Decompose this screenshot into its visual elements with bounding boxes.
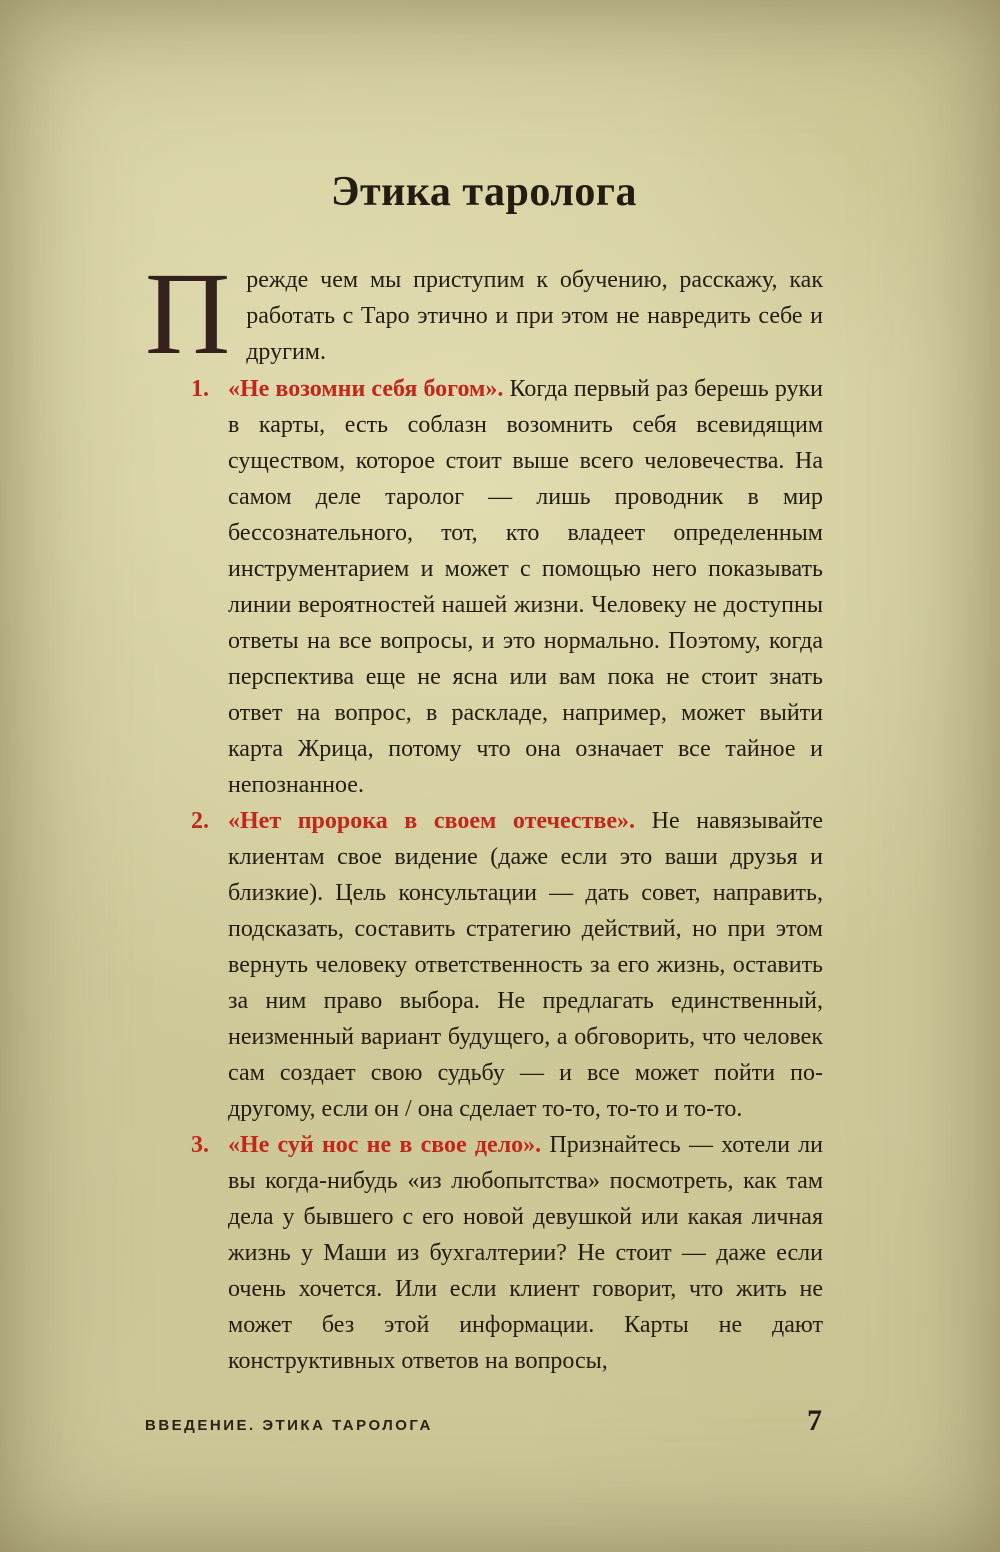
- page-title: Этика таролога: [331, 169, 637, 215]
- intro-paragraph: [145, 248, 823, 379]
- rules-list: [145, 371, 823, 1379]
- running-header: ВВЕДЕНИЕ. ЭТИКА ТАРОЛОГА: [145, 1417, 433, 1434]
- page-number: 7: [807, 1404, 822, 1437]
- page-footer: [145, 1404, 822, 1438]
- rule-text: Не навязывайте клиентам свое видение (даже если это ваши друзья и близкие). Цель консультации — дать совет, направить, подсказать, составить стратегию действий, но при этом вернуть человеку ответственность за его жизнь, оставить за ним право выбора. Не предлагать единственный, неизменный вариант будущего, а обговорить, что человек сам создает свою судьбу — и все может пойти по-другому, если он / она сделает то-то, то-то и то-то.: [228, 808, 824, 1122]
- rule-lead: «Не суй нос не в свое дело».: [228, 1132, 542, 1158]
- intro-text: режде чем мы приступим к обучению, расскажу, как работать с Таро этично и при этом не навредить себе и другим.: [246, 267, 823, 365]
- drop-cap: П: [145, 248, 231, 379]
- rule-number: 3.: [191, 1132, 209, 1158]
- rule-number: 1.: [191, 376, 209, 402]
- rule-text: Когда первый раз берешь руки в карты, есть соблазн возомнить себя всевидящим существом, которое стоит выше всего человечества. На самом деле таролог — лишь проводник в мир бессознательного, тот, кто владеет определенным инструментарием и может с помощью него показывать линии вероятностей нашей жизни. Человеку не доступны ответы на все вопросы, и это нормально. Поэтому, когда перспектива еще не ясна или вам пока не стоит знать ответ на вопрос, в раскладе, например, может выйти карта Жрица, потому что она означает все тайное и непознанное.: [228, 376, 824, 798]
- rule-lead: «Не возомни себя богом».: [228, 376, 504, 402]
- rule-number: 2.: [191, 808, 209, 834]
- rule-item: [145, 371, 823, 803]
- rule-text: Признайтесь — хотели ли вы когда-нибудь «из любопытства» посмотреть, как там дела у бывшего с его новой девушкой или какая личная жизнь у Маши из бухгалтерии? Не стоит — даже если очень хочется. Или если клиент говорит, что жить не может без этой информации. Карты не дают конструктивных ответов на вопросы,: [228, 1132, 823, 1374]
- page-content: [145, 168, 823, 1379]
- rule-item: [145, 803, 823, 1127]
- rule-item: [145, 1127, 823, 1379]
- rule-lead: «Нет пророка в своем отечестве».: [228, 808, 635, 834]
